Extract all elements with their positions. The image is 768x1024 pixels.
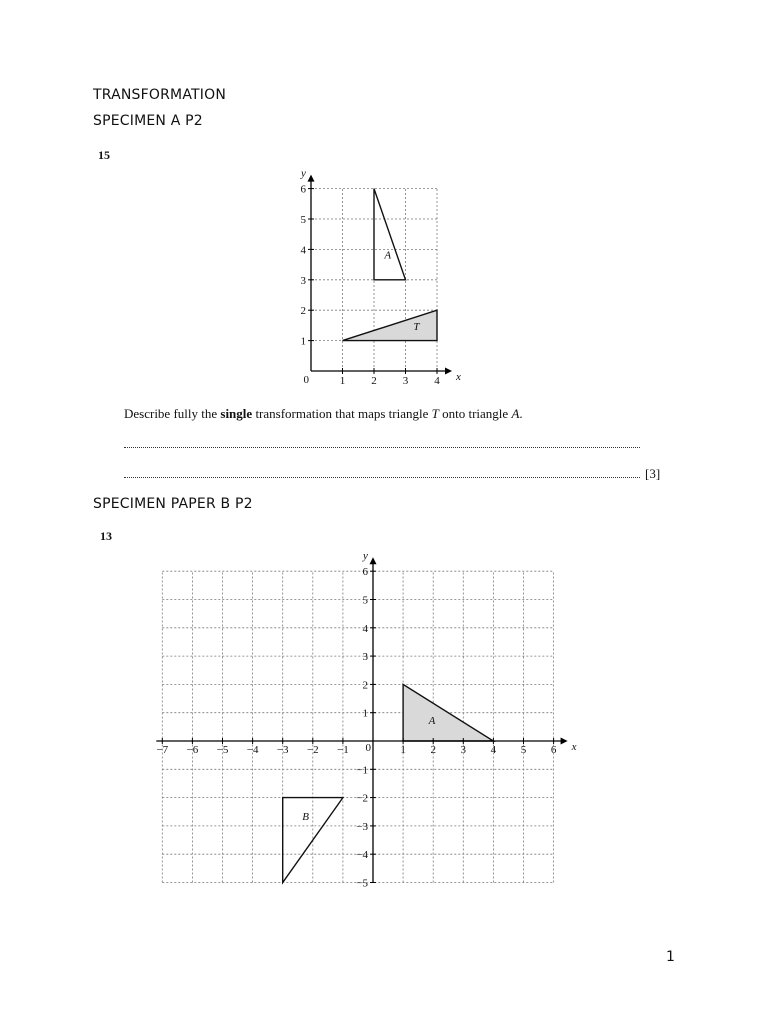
x-tick-label: 1 — [339, 375, 346, 387]
x-axis-label: x — [456, 371, 461, 383]
y-tick-label: 1 — [362, 707, 368, 720]
y-axis-label: y — [363, 550, 368, 563]
x-tick-label: 6 — [550, 744, 557, 756]
question-text-italic: T — [431, 406, 439, 421]
x-axis-label: x — [571, 741, 577, 753]
x-tick-label: 3 — [460, 744, 467, 756]
y-tick-label: −5 — [356, 877, 368, 890]
x-axis-arrow — [561, 738, 568, 745]
document-title: TRANSFORMATION — [93, 87, 226, 103]
section-heading-a: SPECIMEN A P2 — [93, 113, 203, 129]
grid — [162, 571, 553, 882]
y-tick-label: −4 — [356, 849, 368, 862]
marks-label: [3] — [645, 466, 661, 481]
x-tick-label: −2 — [306, 744, 319, 756]
y-tick-label: 6 — [362, 566, 368, 579]
x-tick-label: −6 — [186, 744, 199, 756]
question-text-bold: single — [220, 406, 253, 421]
origin-label: 0 — [365, 742, 371, 754]
y-tick-label: −1 — [356, 764, 368, 777]
y-tick-label: 3 — [300, 274, 306, 287]
question-number-13: 13 — [100, 529, 112, 543]
origin-label: 0 — [303, 374, 309, 386]
x-tick-label: 4 — [434, 375, 440, 387]
question-text-part: transformation that maps triangle — [252, 406, 432, 421]
question-text-part: Describe fully the — [124, 406, 221, 421]
y-tick-label: 5 — [300, 214, 306, 226]
y-tick-label: 6 — [300, 183, 306, 196]
y-tick-label: −3 — [356, 820, 368, 833]
x-tick-label: −1 — [337, 744, 349, 756]
question-text-part: onto triangle — [438, 406, 512, 421]
x-tick-label: −3 — [276, 744, 289, 756]
x-tick-label: −5 — [216, 744, 229, 756]
y-tick-label: 4 — [300, 244, 306, 257]
y-tick-label: −2 — [356, 792, 368, 805]
triangle-label: A — [384, 249, 392, 262]
y-axis-label: y — [301, 167, 306, 180]
question-text-part: . — [519, 406, 523, 421]
y-tick-label: 1 — [300, 335, 306, 348]
y-tick-label: 5 — [362, 594, 368, 607]
triangle-label: B — [302, 811, 309, 824]
section-heading-b: SPECIMEN PAPER B P2 — [93, 496, 253, 512]
y-tick-label: 2 — [300, 305, 306, 318]
y-tick-label: 2 — [362, 679, 368, 692]
triangle-label: T — [413, 320, 420, 333]
page-number: 1 — [666, 949, 675, 965]
x-tick-label: 2 — [430, 744, 436, 756]
x-tick-label: 1 — [400, 744, 406, 756]
question-number-15: 15 — [98, 148, 110, 162]
y-axis-arrow — [370, 557, 377, 564]
x-tick-label: 4 — [490, 744, 497, 756]
x-tick-label: −4 — [246, 744, 259, 756]
triangle-label: A — [428, 715, 436, 728]
x-tick-label: 2 — [371, 375, 377, 387]
question-text-italic: A — [511, 406, 520, 421]
y-tick-label: 3 — [362, 651, 368, 664]
x-tick-label: −7 — [156, 744, 169, 756]
y-tick-label: 4 — [362, 622, 368, 635]
x-tick-label: 5 — [520, 744, 527, 756]
x-tick-label: 3 — [402, 375, 409, 387]
